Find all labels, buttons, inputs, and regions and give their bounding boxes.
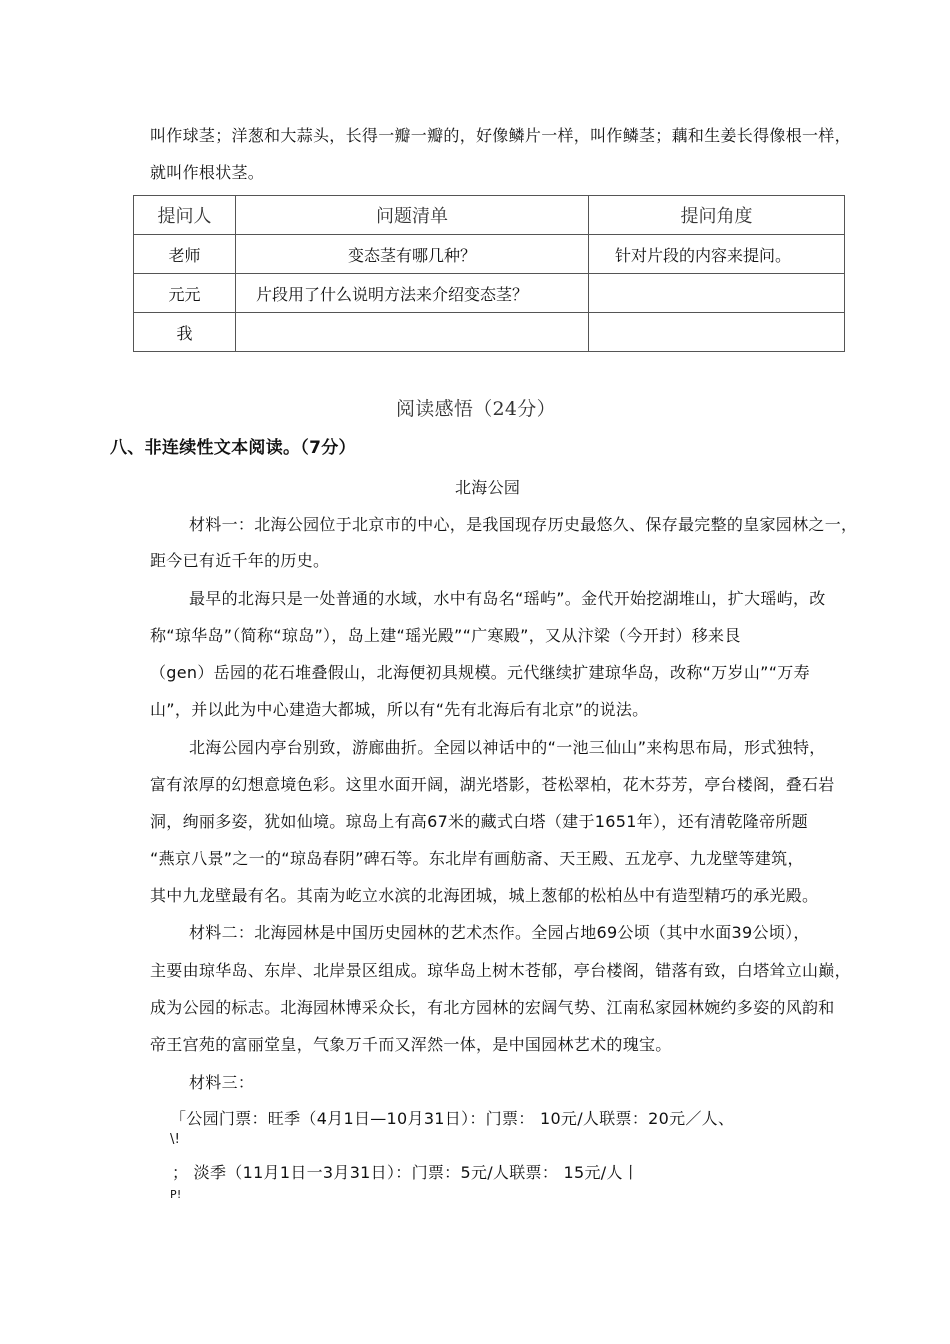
material1-line: 洞，绚丽多姿，犹如仙境。琼岛上有高67米的藏式白塔（建于1651年），还有清乾隆帝所题 bbox=[150, 812, 808, 831]
material1-line: 最早的北海只是一处普通的水域，水中有岛名“瑶屿”。金代开始挖湖堆山，扩大瑶屿，改 bbox=[189, 589, 826, 608]
row-angle-empty[interactable] bbox=[589, 313, 845, 352]
material1-line: （gen）岳园的花石堆叠假山，北海便初具规模。元代继续扩建琼华岛，改称“万岁山”“万寿 bbox=[150, 663, 810, 682]
header-question-angle: 提问角度 bbox=[589, 196, 845, 235]
material1-line: 距今已有近千年的历史。 bbox=[150, 551, 330, 570]
row-asker: 我 bbox=[134, 313, 236, 352]
row-question-empty[interactable] bbox=[236, 313, 589, 352]
table-row bbox=[134, 274, 845, 313]
material2-line: 主要由琼华岛、东岸、北岸景区组成。琼华岛上树木苍郁，亭台楼阁，错落有致，白塔耸立山巅， bbox=[150, 961, 851, 980]
article-title: 北海公园 bbox=[455, 478, 521, 497]
material3-label: 材料三： bbox=[189, 1073, 255, 1092]
table-row bbox=[134, 313, 845, 352]
question8-title: 八、非连续性文本阅读。（7分） bbox=[110, 438, 356, 458]
material1-line: 山”，并以此为中心建造大都城，所以有“先有北海后有北京”的说法。 bbox=[150, 700, 649, 719]
material2-line: 帝王宫苑的富丽堂皇，气象万千而又浑然一体，是中国园林艺术的瑰宝。 bbox=[150, 1035, 672, 1054]
header-asker: 提问人 bbox=[134, 196, 236, 235]
material1-line: 其中九龙壁最有名。其南为屹立水滨的北海团城，城上葱郁的松柏丛中有造型精巧的承光殿。 bbox=[150, 886, 819, 905]
intro-line-1: 叫作球茎；洋葱和大蒜头，长得一瓣一瓣的，好像鳞片一样，叫作鳞茎；藕和生姜长得像根一样， bbox=[150, 126, 851, 145]
table-row bbox=[134, 235, 845, 274]
header-question-list: 问题清单 bbox=[236, 196, 589, 235]
material1-line: 北海公园内亭台别致，游廊曲折。全园以神话中的“一池三仙山”来构思布局，形式独特， bbox=[189, 738, 826, 757]
row-asker: 元元 bbox=[134, 274, 236, 313]
material2-line: 材料二：北海园林是中国历史园林的艺术杰作。全园占地69公顷（其中水面39公顷）， bbox=[189, 923, 810, 942]
table-header-row bbox=[134, 196, 845, 235]
row-angle-empty[interactable] bbox=[589, 274, 845, 313]
intro-line-2: 就叫作根状茎。 bbox=[150, 163, 265, 182]
material1-line: “燕京八景”之一的“琼岛春阴”碑石等。东北岸有画舫斋、天王殿、五龙亭、九龙壁等建筑， bbox=[150, 849, 804, 868]
ticket-mark: P! bbox=[170, 1188, 182, 1201]
section-title: 阅读感悟（24分） bbox=[396, 398, 556, 420]
row-question: 变态茎有哪几种？ bbox=[236, 235, 589, 274]
material1-line: 材料一：北海公园位于北京市的中心，是我国现存历史最悠久、保存最完整的皇家园林之一， bbox=[189, 515, 858, 534]
material2-line: 成为公园的标志。北海园林博采众长，有北方园林的宏阔气势、江南私家园林婉约多姿的风韵和 bbox=[150, 998, 835, 1017]
ticket-mark: \! bbox=[170, 1132, 181, 1147]
ticket-peak-season: 「公园门票：旺季（4月1日—10月31日）：门票： 10元/人联票：20元／人、 bbox=[170, 1109, 735, 1128]
material1-line: 称“琼华岛”（简称“琼岛”），岛上建“瑶光殿”“广寒殿”，又从汴梁（今开封）移来艮 bbox=[150, 626, 741, 645]
ticket-off-season: ； 淡季（11月1日一3月31日）：门票：5元/人联票： 15元/人丨 bbox=[172, 1163, 640, 1182]
question-table bbox=[133, 195, 845, 352]
material1-line: 富有浓厚的幻想意境色彩。这里水面开阔，湖光塔影，苍松翠柏，花木芬芳，亭台楼阁，叠石岩 bbox=[150, 775, 835, 794]
row-angle: 针对片段的内容来提问。 bbox=[589, 235, 845, 274]
row-asker: 老师 bbox=[134, 235, 236, 274]
row-question: 片段用了什么说明方法来介绍变态茎？ bbox=[236, 274, 589, 313]
